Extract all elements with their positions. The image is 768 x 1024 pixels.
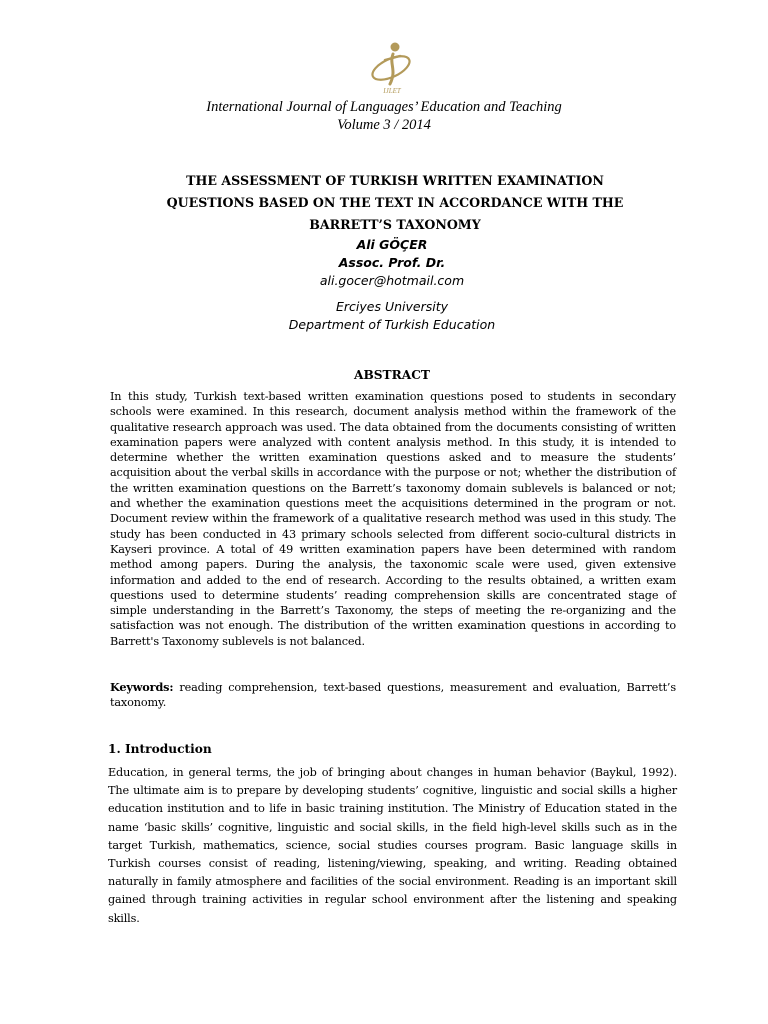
logo-text: IJLET bbox=[383, 87, 401, 94]
abstract-text: In this study, Turkish text-based written examination questions posed to students in secondary schools were examined. In this research, document analysis method within the framework of the qualitative research approach was used. The data obtained from the documents consisting of written examination papers were analyzed with content analysis method. In this study, it is intended to determine whether the written examination questions asked and to measure the students’ acquisition about the verbal skills in accordance with the purpose or not; whether the distribution of the written examination questions on the Barrett’s taxonomy domain sublevels is balanced or not; and whether the examination questions meet the acquisitions determined in the program or not. Document review within the framework of a qualitative research method was used in this study. The study has been conducted in 43 primary schools selected from different socio-cultural districts in Kayseri province. A total of 49 written examination papers have been determined with random method among papers. During the analysis, the taxonomic scale were used, given extensive information and added to the end of research. According to the results obtained, a written exam questions used to determine students’ reading comprehension skills are concentrated stage of simple understanding in the Barrett’s Taxonomy, the steps of meeting the re-organizing and the satisfaction was not enough. The distribution of the written examination questions in according to Barrett's Taxonomy sublevels is not balanced. bbox=[110, 390, 676, 648]
author-university: Erciyes University bbox=[335, 299, 448, 314]
author-block bbox=[0, 236, 768, 334]
paper-title: THE ASSESSMENT OF TURKISH WRITTEN EXAMINATION QUESTIONS BASED ON THE TEXT IN ACCORDANCE WITH THE BARRETT’S TAXONOMY bbox=[166, 173, 624, 232]
author-email: ali.gocer@hotmail.com bbox=[319, 273, 465, 288]
section-heading-introduction: 1. Introduction bbox=[108, 742, 212, 756]
journal-logo bbox=[362, 38, 422, 94]
author-title: Assoc. Prof. Dr. bbox=[338, 255, 446, 270]
journal-name: International Journal of Languages’ Education and Teaching bbox=[206, 99, 562, 115]
keywords-label: Keywords: bbox=[110, 680, 174, 694]
journal-header bbox=[0, 98, 768, 134]
author-department: Department of Turkish Education bbox=[288, 317, 496, 332]
author-name: Ali GÖÇER bbox=[356, 237, 428, 252]
abstract-body bbox=[110, 389, 676, 649]
keywords bbox=[110, 680, 676, 711]
journal-volume: Volume 3 / 2014 bbox=[337, 117, 431, 133]
keywords-list: reading comprehension, text-based questions, measurement and evaluation, Barrett’s taxonomy. bbox=[110, 681, 676, 710]
abstract-heading: ABSTRACT bbox=[354, 368, 430, 382]
introduction-paragraph: Education, in general terms, the job of bringing about changes in human behavior (Baykul, 1992). The ultimate aim is to prepare by developing students’ cognitive, linguistic and social skills a higher education institution and to life in basic training institution. The Ministry of Education stated in the name ‘basic skills’ cognitive, linguistic and social skills, in the field high-level skills such as in the target Turkish, mathematics, science, social studies courses program. Basic language skills in Turkish courses consist of reading, listening/viewing, speaking, and writing. Reading obtained naturally in family atmosphere and facilities of the social environment. Reading is an important skill gained through training activities in regular school environment after the listening and speaking skills. bbox=[108, 766, 677, 925]
journal-logo-emblem bbox=[362, 38, 422, 94]
